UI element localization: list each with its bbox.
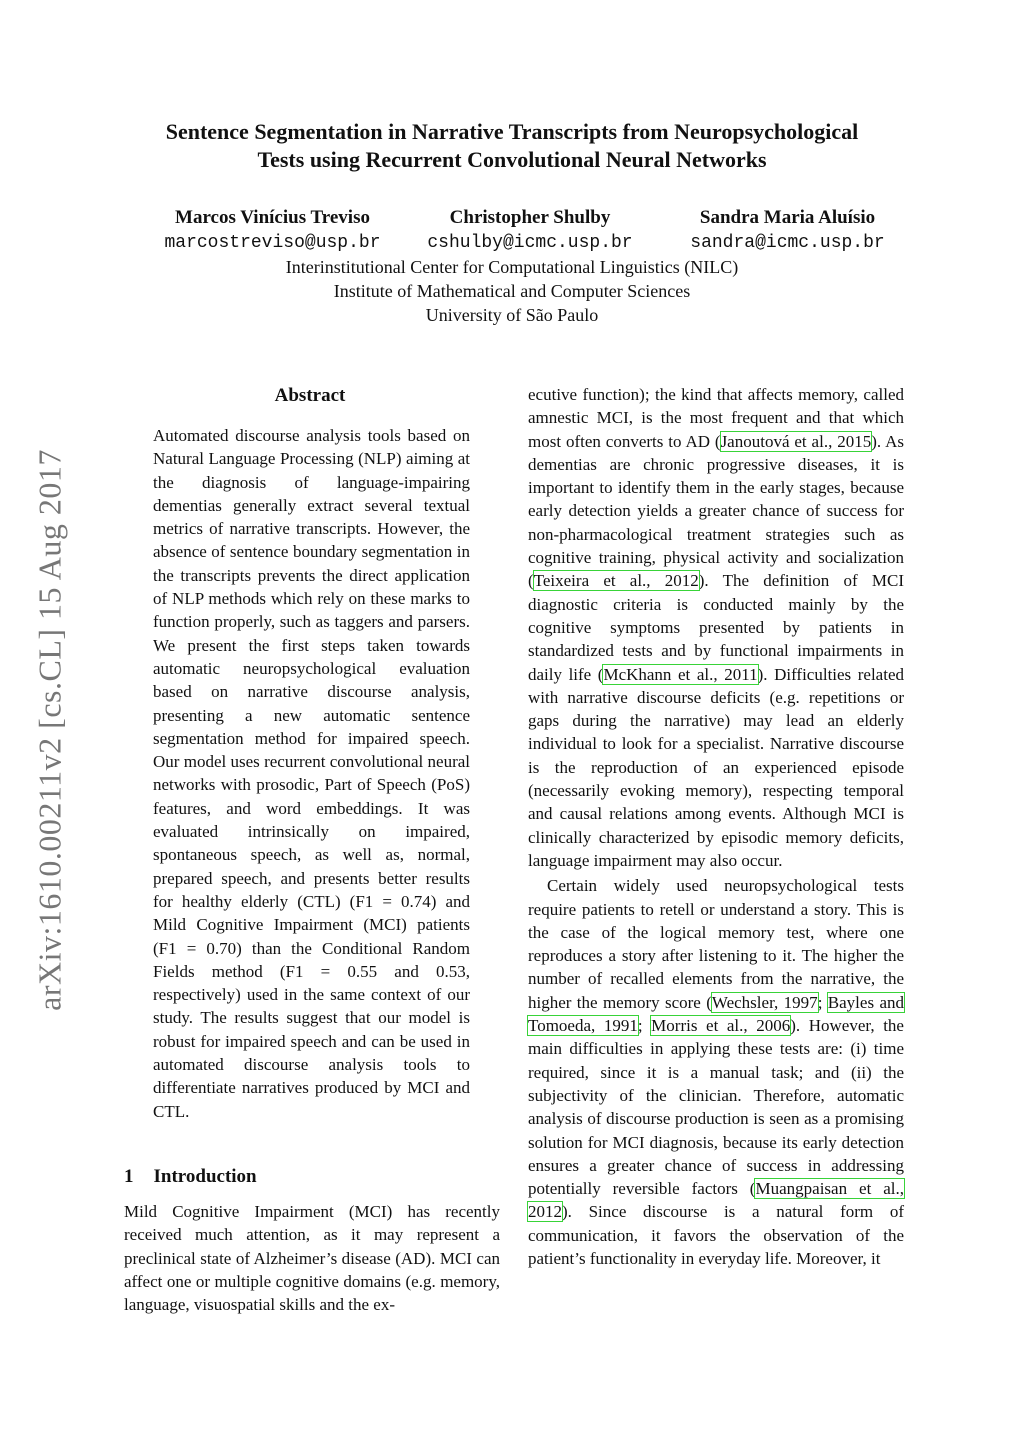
arxiv-identifier-margin (0, 390, 100, 1070)
citation-link[interactable]: McKhann et al., 2011 (603, 664, 758, 684)
abstract-heading: Abstract (274, 385, 346, 406)
citation-link[interactable]: Wechsler, 1997 (711, 992, 818, 1012)
citation-link[interactable]: Morris et al., 2006 (651, 1016, 791, 1036)
section-number: 1 (124, 1166, 134, 1187)
paragraph-text: ecutive function); the kind that affects memory, called amnestic MCI, is the most frequent and that which most often converts to AD ( (528, 385, 904, 451)
title-line-1: Sentence Segmentation in Narrative Transcripts from Neuropsychological (165, 119, 859, 144)
author-name: Sandra Maria Aluísio (699, 207, 876, 228)
citation-link[interactable]: Muangpaisan et al., 2012 (528, 1179, 904, 1222)
citation-separator: ; (817, 992, 828, 1012)
author-email: cshulby@icmc.usp.br (427, 233, 633, 253)
citation-link[interactable]: Janoutová et al., 2015 (720, 431, 872, 451)
paragraph-text: ). Since discourse is a natural form of communication, it favors the observation of the patient’s functionality in everyday life. Moreover, it (528, 1202, 904, 1268)
intro-paragraph-left: Mild Cognitive Impairment (MCI) has recently received much attention, as it may represent a preclinical state of Alzheimer’s disease (AD). MCI can affect one or multiple cognitive domains (e.g. memory, language, visuospatial skills and the ex- (124, 1202, 500, 1315)
affiliation-block (0, 255, 1024, 327)
section-title: Introduction (153, 1166, 257, 1187)
author-1 (135, 205, 410, 255)
author-2 (400, 205, 660, 255)
paragraph-text: ). However, the main difficulties in applying these tests are: (i) time required, since it is a manual task; and (ii) the subjectivity of the clinician. Therefore, automatic analysis of discourse production is seen as a promising solution for MCI diagnosis, because its early detection ensures a greater chance of success in addressing potentially reversible factors ( (528, 1016, 904, 1199)
paragraph-text: ). As dementias are chronic progressive diseases, it is important to identify them in the early stages, because early detection yields a greater chance of success for non-pharmacological treatment strategies such as cognitive training, physical activity and socialization ( (528, 431, 904, 591)
author-email: sandra@icmc.usp.br (690, 233, 885, 253)
paragraph-text: ). Difficulties related with narrative discourse deficits (e.g. repetitions or gaps during the narrative) may lead an elderly individual to look for a specialist. Narrative discourse is the reproduction of an experienced episode (necessarily evoking memory), respecting temporal and causal relations among events. Although MCI is clinically characterized by episodic memory deficits, language impairment may also occur. (528, 664, 904, 870)
right-column (528, 383, 904, 1270)
author-email: marcostreviso@usp.br (164, 233, 381, 253)
right-paragraph-2 (528, 874, 904, 1270)
author-name: Christopher Shulby (449, 207, 611, 228)
section-heading (124, 1164, 257, 1190)
abstract-text: Automated discourse analysis tools based on Natural Language Processing (NLP) aiming at the diagnosis of language-impairing dementias generally extract several textual metrics of narrative transcripts. However, the absence of sentence boundary segmentation in the transcripts prevents the direct application of NLP methods which rely on these marks to function properly, such as taggers and parsers. We present the first steps taken towards automatic neuropsychological evaluation based on narrative discourse analysis, presenting a new automatic sentence segmentation method for impaired speech. Our model uses recurrent convolutional neural networks with prosodic, Part of Speech (PoS) features, and word embeddings. It was evaluated intrinsically on impaired, spontaneous speech, as well as, normal, prepared speech, and presents better results for healthy elderly (CTL) (F1 = 0.74) and Mild Cognitive Impairment (MCI) patients (F1 = 0.70) than the Conditional Random Fields method (F1 = 0.55 and 0.53, respectively) used in the same context of our study. The results suggest that our model is robust for impaired speech and can be used in automated discourse analysis tools to differentiate narratives produced by MCI and CTL. (153, 426, 470, 1121)
affiliation-line: Interinstitutional Center for Computational Linguistics (NILC) (285, 257, 739, 277)
paper-title (80, 118, 944, 174)
title-line-2: Tests using Recurrent Convolutional Neural Networks (257, 147, 767, 172)
citation-separator: ; (637, 1016, 652, 1036)
affiliation-line: Institute of Mathematical and Computer Sciences (333, 281, 691, 301)
author-3 (660, 205, 915, 255)
right-paragraph-1 (528, 383, 904, 872)
citation-link[interactable]: Teixeira et al., 2012 (533, 571, 699, 591)
arxiv-identifier: arXiv:1610.00211v2 [cs.CL] 15 Aug 2017 (31, 449, 68, 1011)
author-name: Marcos Vinícius Treviso (175, 207, 370, 228)
paragraph-text: ). The definition of MCI diagnostic criteria is conducted mainly by the cognitive symptoms presented by patients in standardized tests and by functional impairments in daily life ( (528, 571, 904, 684)
paragraph-text: Certain widely used neuropsychological tests require patients to retell or understand a story. This is the case of the logical memory test, where one reproduces a story after listening to it. The higher the number of recalled elements from the narrative, the higher the memory score ( (528, 876, 904, 1012)
affiliation-line: University of São Paulo (425, 305, 599, 325)
citation-link[interactable]: Bayles and Tomoeda, 1991 (528, 992, 904, 1036)
